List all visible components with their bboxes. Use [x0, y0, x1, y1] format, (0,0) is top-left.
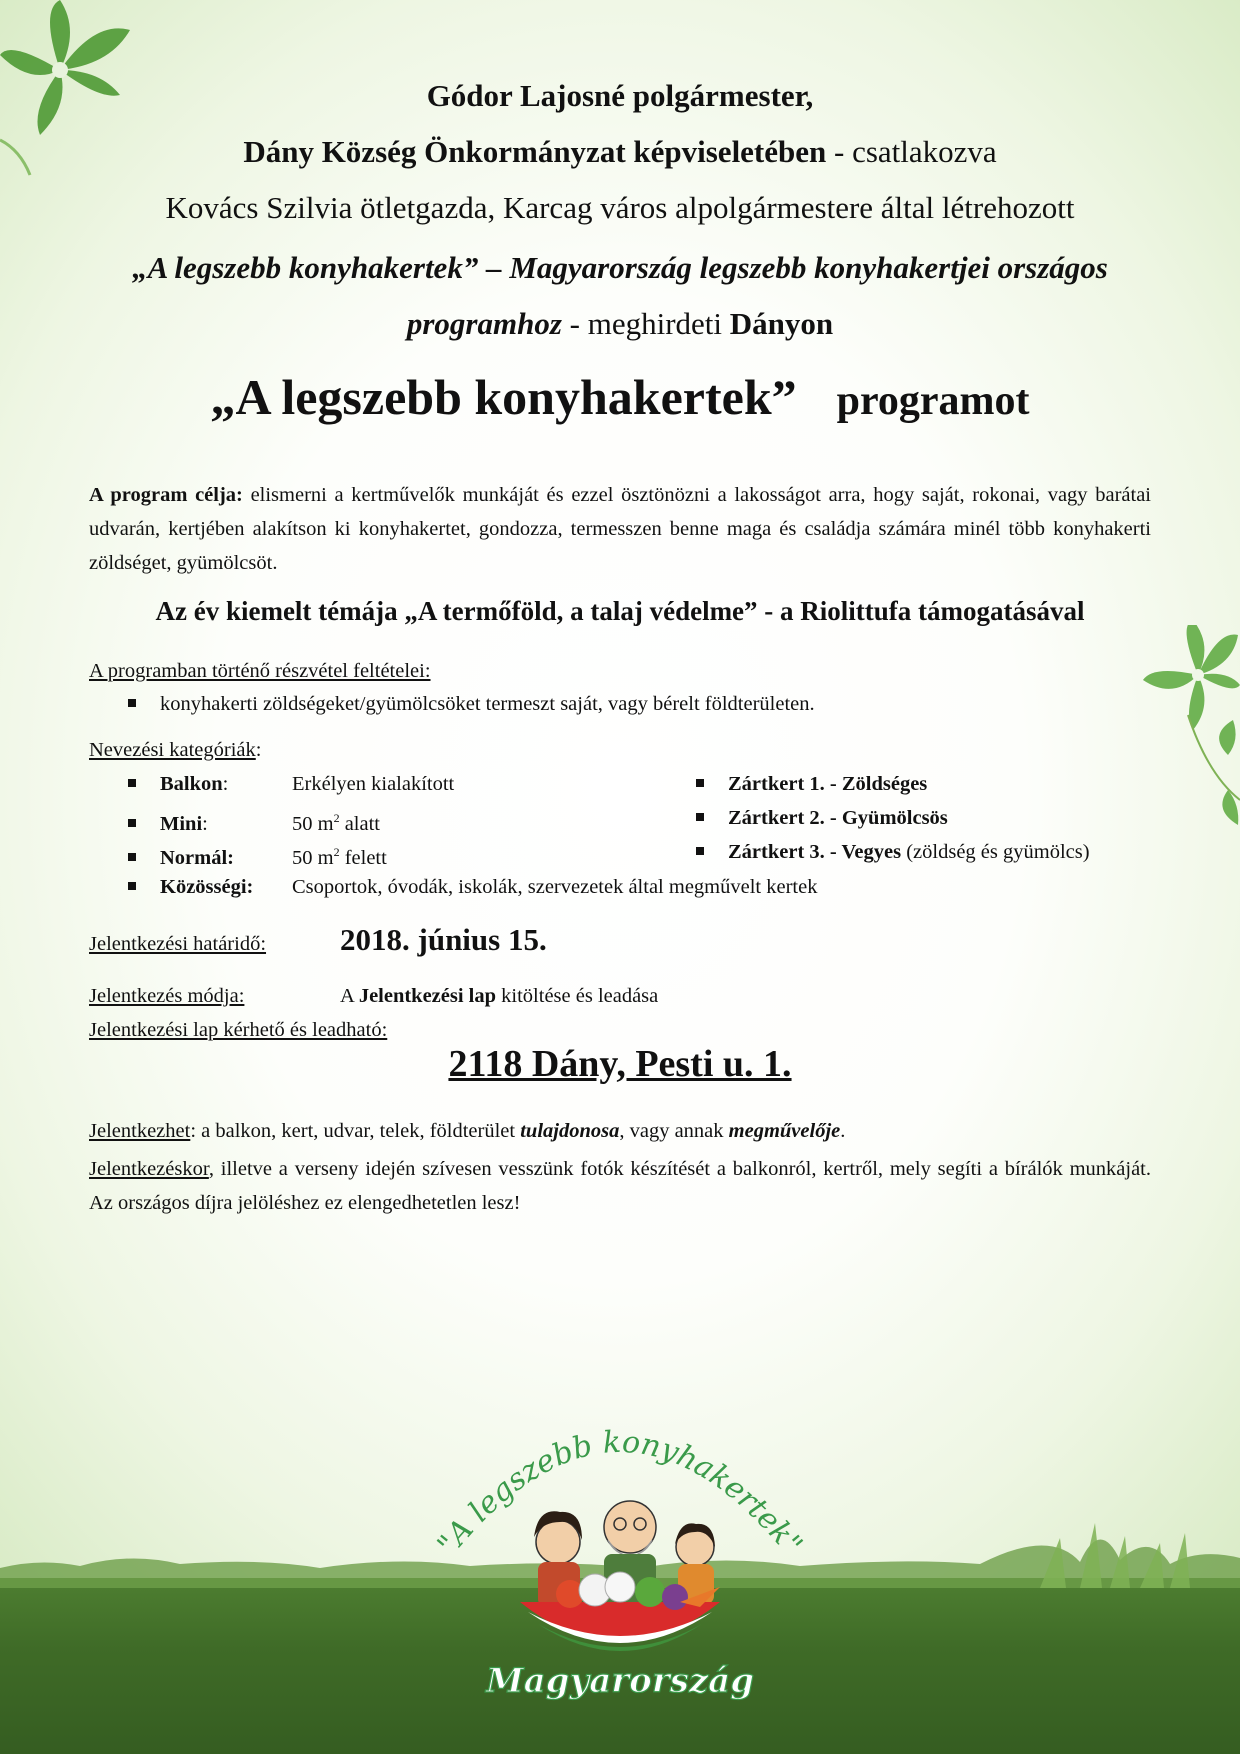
bullet-icon	[128, 853, 136, 861]
conditions-heading: A programban történő részvétel feltételei:	[89, 660, 431, 682]
categories-heading-colon: :	[255, 739, 262, 761]
category-zartkert-2	[696, 804, 948, 832]
bullet-icon	[696, 813, 704, 821]
goal-paragraph	[89, 478, 1151, 580]
category-balkon	[128, 770, 454, 798]
bullet-icon	[128, 882, 136, 890]
conditions-item	[128, 690, 815, 718]
logo-arc-text: "A legszebb konyhakertek"	[430, 1424, 810, 1562]
mayor-line: Gódor Lajosné polgármester,	[426, 78, 814, 113]
category-zartkert-3	[696, 838, 1090, 866]
photos-label: Jelentkezéskor	[89, 1158, 209, 1180]
category-desc-end: alatt	[339, 812, 380, 835]
category-suffix: :	[202, 812, 208, 835]
categories-heading	[89, 736, 261, 764]
photos-text: , illetve a verseny idején szívesen vesszünk fotók készítését a balkonról, kertről, mely segíti a bírálók munkáját. Az országos díjra jelöléshez ez elengedhetetlen lesz!	[89, 1158, 1151, 1214]
where-label: Jelentkezési lap kérhető és leadható:	[89, 1019, 388, 1041]
method-pre: A	[340, 985, 359, 1007]
announce-place: Dányon	[729, 306, 834, 341]
announce-line	[60, 304, 1180, 344]
category-name: Zártkert 2. - Gyümölcsös	[728, 807, 948, 829]
category-desc: (zöldség és gyümölcs)	[901, 841, 1090, 863]
who-paragraph	[89, 1114, 1151, 1148]
superscript: 2	[333, 845, 340, 859]
category-desc: Csoportok, óvodák, iskolák, szervezetek által megművelt kertek	[292, 876, 818, 898]
category-name: Normál:	[160, 846, 235, 869]
who-text2: , vagy annak	[619, 1120, 729, 1142]
superscript: 2	[333, 811, 340, 825]
goal-label: A program célja:	[89, 484, 243, 506]
address: 2118 Dány, Pesti u. 1.	[448, 1043, 792, 1085]
bullet-icon	[128, 699, 136, 707]
bullet-icon	[128, 779, 136, 787]
category-desc: 50 m	[292, 812, 334, 835]
leaf-decoration-right	[1138, 625, 1240, 875]
category-zartkert-1	[696, 770, 927, 798]
category-desc: 50 m	[292, 846, 334, 869]
category-desc: Erkélyen kialakított	[292, 773, 455, 795]
title-main: „A legszebb konyhakertek”	[210, 369, 797, 425]
page-title	[60, 368, 1180, 426]
program-logo	[420, 1402, 820, 1702]
council-suffix: - csatlakozva	[826, 134, 997, 169]
bullet-icon	[696, 779, 704, 787]
announce-program: programhoz	[406, 306, 562, 341]
category-kozossegi	[128, 873, 817, 901]
council-line	[60, 132, 1180, 172]
who-owner: tulajdonosa	[520, 1120, 620, 1142]
title-sub: programot	[836, 378, 1030, 424]
conditions-item-text: konyhakerti zöldségeket/gyümölcsöket termeszt saját, vagy bérelt földterületen.	[160, 693, 815, 715]
photos-paragraph	[89, 1152, 1151, 1220]
who-end: .	[840, 1120, 846, 1142]
method-form-name: Jelentkezési lap	[358, 985, 497, 1007]
categories-heading-text: Nevezési kategóriák	[89, 739, 256, 761]
who-cultivator: megművelője	[728, 1120, 841, 1142]
method-post: kitöltése és leadása	[496, 985, 659, 1007]
national-program-line: „A legszebb konyhakertek” – Magyarország legszebb konyhakertjei országos	[132, 250, 1108, 285]
who-text: : a balkon, kert, udvar, telek, földterület	[190, 1120, 521, 1142]
category-desc-end: felett	[339, 846, 387, 869]
founder-line: Kovács Szilvia ötletgazda, Karcag város alpolgármestere által létrehozott	[165, 190, 1075, 225]
who-label: Jelentkezhet	[89, 1120, 191, 1142]
bullet-icon	[696, 847, 704, 855]
method-value	[340, 982, 658, 1010]
method-label: Jelentkezés módja:	[89, 985, 245, 1007]
council-name: Dány Község Önkormányzat képviseletében	[243, 134, 827, 169]
theme-heading: Az év kiemelt témája „A termőföld, a talaj védelme” - a Riolittufa támogatásával	[155, 596, 1085, 626]
category-name: Balkon	[160, 773, 223, 795]
category-suffix: :	[222, 773, 229, 795]
logo-country-text: Magyarország	[486, 1661, 754, 1701]
category-mini	[128, 804, 380, 838]
deadline-label: Jelentkezési határidő:	[89, 933, 267, 955]
announce-mid: - meghirdeti	[561, 306, 730, 341]
category-name: Közösségi:	[160, 876, 254, 898]
category-name: Zártkert 1. - Zöldséges	[728, 773, 928, 795]
category-name: Zártkert 3. - Vegyes	[728, 841, 902, 863]
category-name: Mini	[160, 812, 203, 835]
goal-text: elismerni a kertművelők munkáját és ezzel ösztönözni a lakosságot arra, hogy saját, rokonai, vagy barátai udvarán, kertjében alakítson ki konyhakertet, gondozza, termesszen benne maga és családja számára minél több konyhakerti zöldséget, gyümölcsöt.	[89, 484, 1151, 574]
category-normal	[128, 838, 387, 872]
deadline-value: 2018. június 15.	[340, 922, 547, 957]
bullet-icon	[128, 819, 136, 827]
